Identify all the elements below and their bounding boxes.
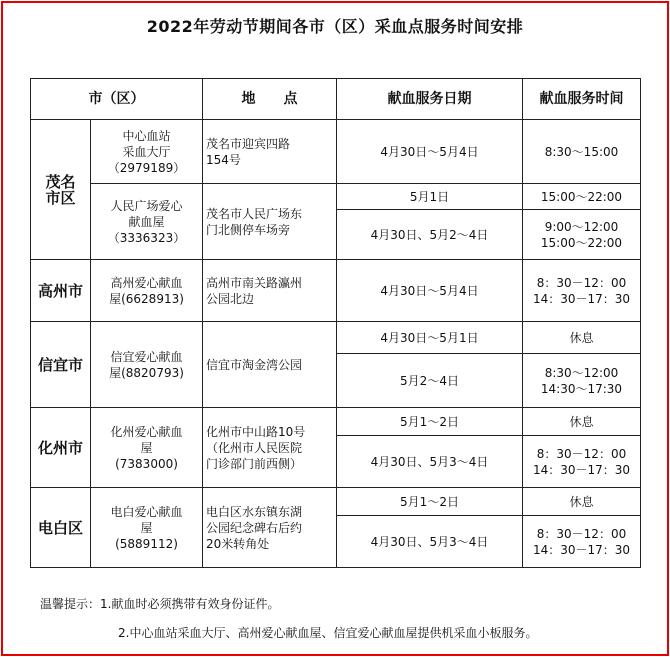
service-date: 5月1日 [337,184,523,210]
site-address: 高州市南关路瀛州 公园北边 [203,260,337,322]
site-address: 信宜市淘金湾公园 [203,322,337,408]
site-address: 茂名市迎宾四路 154号 [203,120,337,184]
table-row [31,260,641,322]
city-maoming: 茂名 市区 [31,120,91,260]
city-huazhou: 化州市 [31,408,91,488]
service-date: 5月1～2日 [337,408,523,436]
site-name: 信宜爱心献血 屋(8820793) [91,322,203,408]
service-date: 4月30日～5月1日 [337,322,523,354]
site-name: 人民广场爱心 献血屋 （3336323） [91,184,203,260]
service-date: 4月30日、5月3～4日 [337,436,523,488]
reminder-note-1: 温馨提示：1.献血时必须携带有效身份证件。 [40,597,280,611]
service-time: 8:30～12:00 14:30～17:30 [523,354,641,408]
table-row [31,488,641,516]
service-time: 休息 [523,488,641,516]
site-address: 电白区水东镇东湖 公园纪念碑右后约 20米转角处 [203,488,337,568]
service-date: 4月30日、5月2～4日 [337,210,523,260]
header-dates: 献血服务日期 [337,79,523,120]
service-time: 8：30－12：00 14：30－17：30 [523,436,641,488]
site-name: 化州爱心献血 屋 (7383000) [91,408,203,488]
service-date: 4月30日～5月4日 [337,120,523,184]
service-date: 5月2～4日 [337,354,523,408]
site-name: 高州爱心献血 屋(6628913) [91,260,203,322]
service-time: 15:00～22:00 [523,184,641,210]
city-dianbai: 电白区 [31,488,91,568]
service-time: 9:00～12:00 15:00～22:00 [523,210,641,260]
site-name: 中心血站 采血大厅 （2979189） [91,120,203,184]
header-location: 地 点 [203,79,337,120]
service-time: 休息 [523,408,641,436]
service-date: 4月30日～5月4日 [337,260,523,322]
header-row [31,79,641,120]
page-title: 2022年劳动节期间各市（区）采血点服务时间安排 [146,17,524,36]
table-row [31,120,641,184]
table-row [31,322,641,354]
reminder-note-2: 2.中心血站采血大厅、高州爱心献血屋、信宜爱心献血屋提供机采血小板服务。 [118,626,538,640]
service-date: 5月1～2日 [337,488,523,516]
schedule-table [30,78,641,568]
city-gaozhou: 高州市 [31,260,91,322]
header-times: 献血服务时间 [523,79,641,120]
city-xinyi: 信宜市 [31,322,91,408]
table-row [31,408,641,436]
service-time: 休息 [523,322,641,354]
service-date: 4月30日、5月3～4日 [337,516,523,568]
service-time: 8：30－12：00 14：30－17：30 [523,260,641,322]
site-address: 茂名市人民广场东 门北侧停车场旁 [203,184,337,260]
header-city: 市（区） [31,79,203,120]
service-time: 8:30～15:00 [523,120,641,184]
service-time: 8：30－12：00 14：30－17：30 [523,516,641,568]
site-address: 化州市中山路10号 （化州市人民医院 门诊部门前西侧） [203,408,337,488]
site-name: 电白爱心献血 屋 (5889112) [91,488,203,568]
table-row [31,184,641,210]
